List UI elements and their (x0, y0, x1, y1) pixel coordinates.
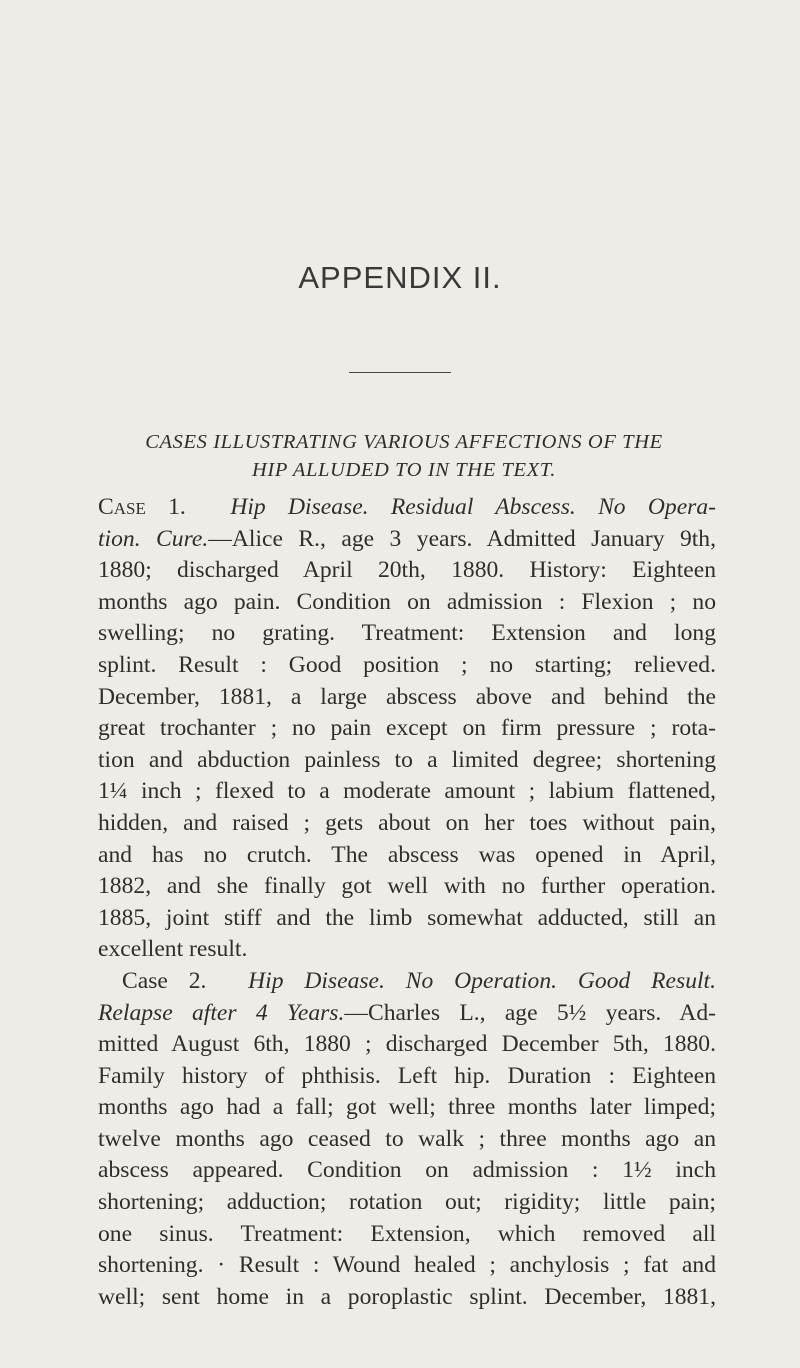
case2-line: well; sent home in a poroplastic splint. December, 1881, (98, 1283, 716, 1310)
case1-line: 1880; discharged April 20th, 1880. History: Eighteen (98, 557, 716, 584)
case1-heading-line (98, 492, 716, 524)
case1-line: 1882, and she finally got well with no further operation. (98, 873, 716, 900)
appendix-heading: APPENDIX II. (298, 260, 502, 295)
case1-line: hidden, and raised ; gets about on her toes without pain, (98, 809, 716, 836)
case1-line: and has no crutch. The abscess was opened in April, (98, 841, 716, 868)
case1-line: months ago pain. Condition on admission : Flexion ; no (98, 588, 716, 615)
case1-label: Case 1. (98, 494, 186, 520)
case2-line: one sinus. Treatment: Extension, which removed all (98, 1220, 716, 1247)
case1-line: tion and abduction painless to a limited degree; shortening (98, 746, 716, 773)
case-text (98, 492, 716, 1313)
case1-line: swelling; no grating. Treatment: Extension and long (98, 620, 716, 647)
case2-line: Family history of phthisis. Left hip. Duration : Eighteen (98, 1062, 716, 1089)
case2-intro-line (98, 998, 716, 1030)
case2-intro: —Charles L., age 5½ years. Ad- (344, 999, 716, 1026)
case2-line: abscess appeared. Condition on admission : 1½ inch (98, 1157, 716, 1184)
appendix-subtitle (96, 428, 712, 484)
case1-line: December, 1881, a large abscess above and behind the (98, 683, 716, 710)
case2-line: shortening. · Result : Wound healed ; anchylosis ; fat and (98, 1252, 716, 1279)
heading-divider (349, 372, 451, 373)
case2-title: Hip Disease. No Operation. Good Result. (248, 967, 716, 994)
case1-title-cont: tion. Cure. (98, 525, 209, 552)
case1-line: splint. Result : Good position ; no starting; relieved. (98, 651, 716, 678)
case1-line: 1¼ inch ; flexed to a moderate amount ; labium flattened, (98, 778, 716, 805)
case2-heading-line (98, 966, 716, 998)
case1-title: Hip Disease. Residual Abscess. No Opera- (230, 494, 716, 520)
case1-intro-line (98, 524, 716, 556)
case2-label: Case 2. (122, 967, 207, 994)
case2-line: months ago had a fall; got well; three months later limped; (98, 1094, 716, 1121)
case2-line: shortening; adduction; rotation out; rigidity; little pain; (98, 1189, 716, 1216)
subtitle-line-1: CASES ILLUSTRATING VARIOUS AFFECTIONS OF THE (145, 431, 663, 453)
case1-line: excellent result. (98, 936, 248, 963)
case1-line: great trochanter ; no pain except on firm pressure ; rota- (98, 715, 716, 742)
case2-title-cont: Relapse after 4 Years. (98, 999, 345, 1026)
subtitle-line-2: HIP ALLUDED TO IN THE TEXT. (251, 459, 556, 481)
case2-line: mitted August 6th, 1880 ; discharged December 5th, 1880. (98, 1031, 716, 1058)
case2-line: twelve months ago ceased to walk ; three months ago an (98, 1125, 716, 1152)
case1-intro: —Alice R., age 3 years. Admitted January 9th, (208, 525, 716, 552)
case1-line: 1885, joint stiff and the limb somewhat adducted, still an (98, 904, 716, 931)
